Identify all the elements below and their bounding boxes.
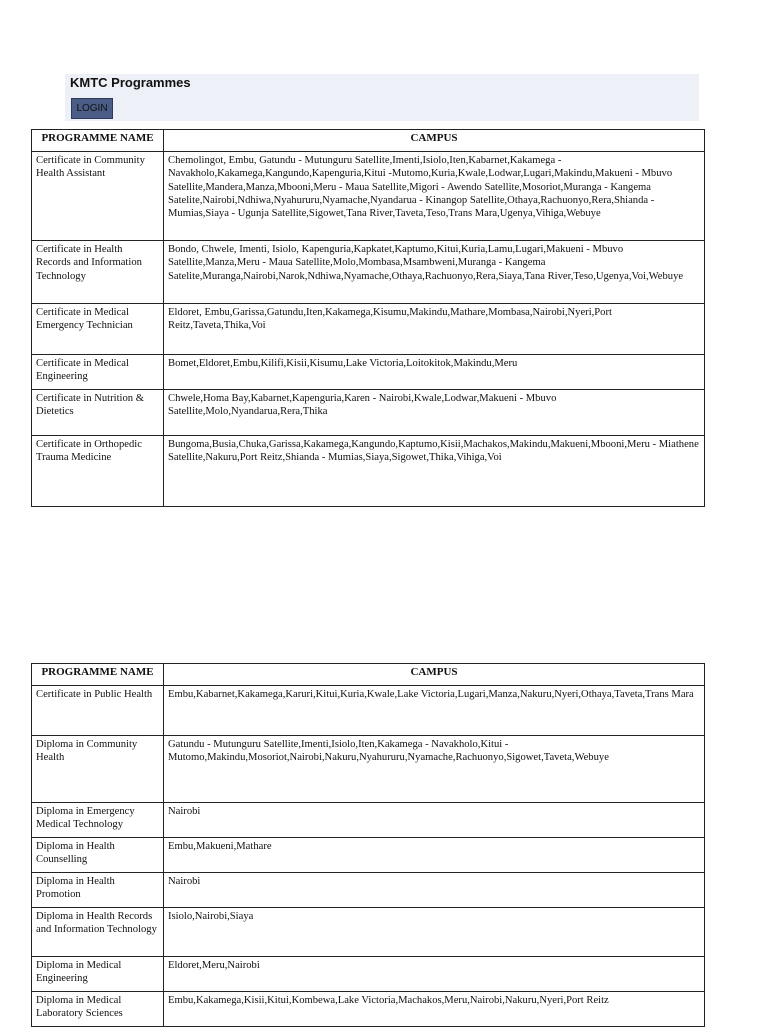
programme-cell: Certificate in Community Health Assistant (32, 152, 164, 241)
programme-cell: Diploma in Health Counselling (32, 838, 164, 873)
table-row (32, 736, 705, 803)
campus-cell: Nairobi (164, 803, 705, 838)
column-header-programme: PROGRAMME NAME (32, 664, 164, 686)
page-header (65, 74, 699, 121)
table-header-row (32, 664, 705, 686)
campus-cell: Chwele,Homa Bay,Kabarnet,Kapenguria,Karen - Nairobi,Kwale,Lodwar,Makueni - Mbuvo Satellite,Molo,Nyandarua,Rera,Thika (164, 390, 705, 436)
column-header-programme: PROGRAMME NAME (32, 130, 164, 152)
table-header-row (32, 130, 705, 152)
programme-cell: Certificate in Medical Engineering (32, 355, 164, 390)
programmes-table-1 (31, 129, 705, 507)
table-row (32, 355, 705, 390)
table-row (32, 436, 705, 507)
column-header-campus: CAMPUS (164, 664, 705, 686)
campus-cell: Bondo, Chwele, Imenti, Isiolo, Kapenguria,Kapkatet,Kaptumo,Kitui,Kuria,Lamu,Lugari,Makueni - Mbuvo Satellite,Manza,Meru - Maua Satellite,Molo,Mombasa,Msambweni,Muranga - Kangema Satelite,Muranga,Nairobi,Narok,Ndhiwa,Nyamache,Othaya,Rachuonyo,Rera,Siaya,Tana River,Teso,Ugenya,Voi,Webuye (164, 241, 705, 304)
table-row (32, 241, 705, 304)
table-row (32, 838, 705, 873)
table-row (32, 803, 705, 838)
table-row (32, 686, 705, 736)
table-row (32, 304, 705, 355)
programme-cell: Certificate in Medical Emergency Technician (32, 304, 164, 355)
programmes-table-2 (31, 663, 705, 1027)
table-row (32, 992, 705, 1027)
campus-cell: Gatundu - Mutunguru Satellite,Imenti,Isiolo,Iten,Kakamega - Navakholo,Kitui - Mutomo,Makindu,Mosoriot,Nairobi,Nakuru,Nyahururu,Nyamache,Rachuonyo,Sigowet,Taveta,Webuye (164, 736, 705, 803)
table-row (32, 908, 705, 957)
table-row (32, 957, 705, 992)
campus-cell: Nairobi (164, 873, 705, 908)
table-row (32, 390, 705, 436)
programme-cell: Certificate in Public Health (32, 686, 164, 736)
programme-cell: Certificate in Health Records and Information Technology (32, 241, 164, 304)
login-button[interactable]: LOGIN (71, 98, 113, 119)
campus-cell: Chemolingot, Embu, Gatundu - Mutunguru Satellite,Imenti,Isiolo,Iten,Kabarnet,Kakamega - Navakholo,Kakamega,Kangundo,Kapenguria,Kitui -Mutomo,Kuria,Kwale,Lodwar,Lugari,Makindu,Makueni - Mbuvo Satellite,Mandera,Manza,Mbooni,Meru - Maua Satellite,Migori - Awendo Satellite,Mosoriot,Muranga - Kangema Satelite,Nairobi,Ndhiwa,Nyahururu,Nyamache,Nyandarua - Kinangop Satellite,Othaya,Rachuonyo,Rera,Shianda - Mumias,Siaya - Ugunja Satellite,Sigowet,Tana River,Taveta,Teso,Trans Mara,Ugenya,Vihiga,Webuye (164, 152, 705, 241)
programme-cell: Diploma in Medical Engineering (32, 957, 164, 992)
programme-cell: Diploma in Community Health (32, 736, 164, 803)
programme-cell: Certificate in Nutrition & Dietetics (32, 390, 164, 436)
column-header-campus: CAMPUS (164, 130, 705, 152)
programme-cell: Diploma in Medical Laboratory Sciences (32, 992, 164, 1027)
campus-cell: Isiolo,Nairobi,Siaya (164, 908, 705, 957)
table-row (32, 152, 705, 241)
page-title: KMTC Programmes (70, 75, 191, 90)
campus-cell: Embu,Kabarnet,Kakamega,Karuri,Kitui,Kuria,Kwale,Lake Victoria,Lugari,Manza,Nakuru,Nyeri,Othaya,Taveta,Trans Mara (164, 686, 705, 736)
campus-cell: Bomet,Eldoret,Embu,Kilifi,Kisii,Kisumu,Lake Victoria,Loitokitok,Makindu,Meru (164, 355, 705, 390)
campus-cell: Eldoret,Meru,Nairobi (164, 957, 705, 992)
programme-cell: Diploma in Emergency Medical Technology (32, 803, 164, 838)
campus-cell: Embu,Makueni,Mathare (164, 838, 705, 873)
campus-cell: Eldoret, Embu,Garissa,Gatundu,Iten,Kakamega,Kisumu,Makindu,Mathare,Mombasa,Nairobi,Nyeri,Port Reitz,Taveta,Thika,Voi (164, 304, 705, 355)
table-row (32, 873, 705, 908)
programme-cell: Certificate in Orthopedic Trauma Medicine (32, 436, 164, 507)
campus-cell: Bungoma,Busia,Chuka,Garissa,Kakamega,Kangundo,Kaptumo,Kisii,Machakos,Makindu,Makueni,Mbooni,Meru - Miathene Satellite,Nakuru,Port Reitz,Shianda - Mumias,Siaya,Sigowet,Thika,Vihiga,Voi (164, 436, 705, 507)
programme-cell: Diploma in Health Records and Information Technology (32, 908, 164, 957)
programme-cell: Diploma in Health Promotion (32, 873, 164, 908)
campus-cell: Embu,Kakamega,Kisii,Kitui,Kombewa,Lake Victoria,Machakos,Meru,Nairobi,Nakuru,Nyeri,Port Reitz (164, 992, 705, 1027)
